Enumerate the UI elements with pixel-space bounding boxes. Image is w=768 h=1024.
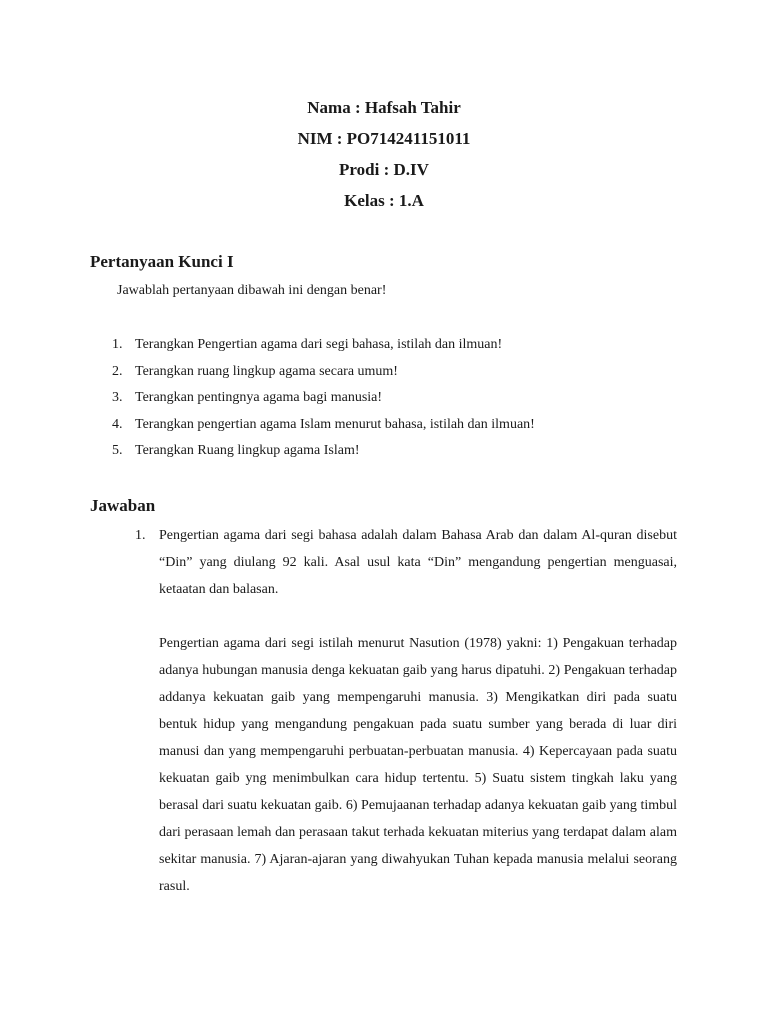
- question-item: [112, 359, 535, 386]
- student-prodi: Prodi : D.IV: [339, 160, 429, 179]
- answer-paragraph: Pengertian agama dari segi istilah menurut Nasution (1978) yakni: 1) Pengakuan terhadap adanya hubungan manusia denga kekuatan gaib yang harus dipatuhi. 2) Pengakuan terhadap addanya kekuatan gaib yang mempengaruhi manusia. 3) Mengikatkan diri pada suatu bentuk hidup yang mengandung pengakuan pada suatu sumber yang berada di luar diri manusi dan yang mempengaruhi perbuatan-perbuatan manusia. 4) Kepercayaan pada suatu kekuatan gaib yng menimbulkan cara hidup tertentu. 5) Suatu sistem tingkah laku yang berasal dari suatu kekuatan gaib. 6) Pemujaanan terhadap adanya kekuatan gaib yang timbul dari perasaan lemah dan perasaan takut terhada kekuatan miterius yang terdapat dalam alam sekitar manusia. 7) Ajaran-ajaran yang diwahyukan Tuhan kepada manusia melalui seorang rasul.: [159, 636, 677, 894]
- student-name: Nama : Hafsah Tahir: [307, 98, 461, 117]
- question-text: Terangkan Ruang lingkup agama Islam!: [135, 443, 360, 458]
- answer-item: [135, 522, 677, 900]
- question-item: [112, 385, 535, 412]
- question-item: [112, 412, 535, 439]
- question-text: Terangkan Pengertian agama dari segi bahasa, istilah dan ilmuan!: [135, 337, 503, 352]
- question-number: 3.: [112, 390, 123, 405]
- answer-number: 1.: [135, 528, 146, 543]
- question-item: [112, 332, 535, 359]
- answers-heading: Jawaban: [90, 496, 156, 515]
- answer-paragraph: Pengertian agama dari segi bahasa adalah dalam Bahasa Arab dan dalam Al-quran disebut “Din” yang diulang 92 kali. Asal usul kata “Din” mengandung pengertian menguasai, ketaatan dan balasan.: [159, 528, 677, 597]
- questions-list: [112, 332, 535, 465]
- question-item: [112, 438, 535, 465]
- question-text: Terangkan pentingnya agama bagi manusia!: [135, 390, 383, 405]
- question-number: 1.: [112, 337, 123, 352]
- question-text: Terangkan ruang lingkup agama secara umum!: [135, 363, 398, 379]
- student-header: [0, 92, 768, 216]
- question-number: 5.: [112, 443, 123, 458]
- student-kelas: Kelas : 1.A: [344, 191, 424, 210]
- questions-instruction: Jawablah pertanyaan dibawah ini dengan benar!: [117, 283, 387, 298]
- questions-heading: Pertanyaan Kunci I: [90, 252, 234, 271]
- question-text: Terangkan pengertian agama Islam menurut bahasa, istilah dan ilmuan!: [135, 416, 535, 432]
- question-number: 2.: [112, 363, 123, 379]
- question-number: 4.: [112, 416, 123, 432]
- answer-body: [159, 522, 677, 900]
- student-nim: NIM : PO714241151011: [297, 129, 471, 148]
